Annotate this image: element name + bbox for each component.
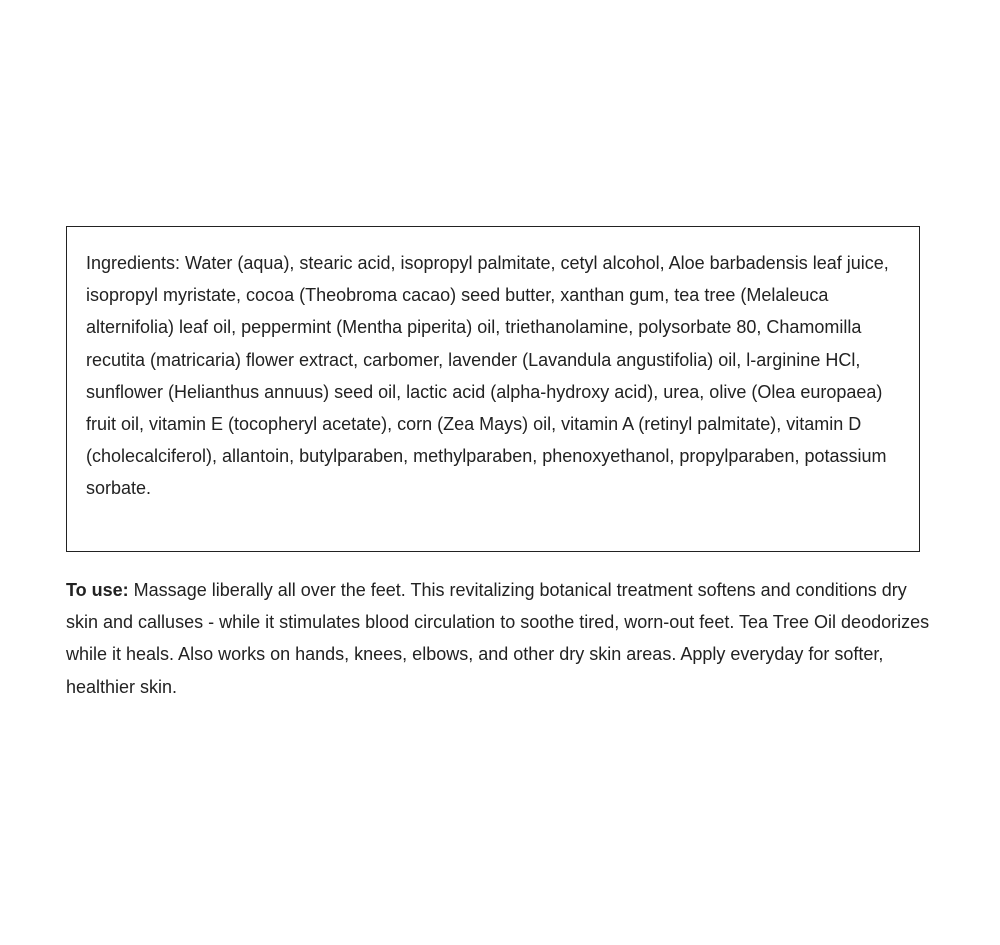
usage-instructions: [66, 574, 932, 703]
usage-label: To use:: [66, 580, 129, 600]
usage-text: Massage liberally all over the feet. This revitalizing botanical treatment softens and conditions dry skin and calluses - while it stimulates blood circulation to soothe tired, worn-out feet. Tea Tree Oil deodorizes while it heals. Also works on hands, knees, elbows, and other dry skin areas. Apply everyday for softer, healthier skin.: [66, 580, 930, 697]
ingredients-text: Ingredients: Water (aqua), stearic acid, isopropyl palmitate, cetyl alcohol, Aloe barbadensis leaf juice, isopropyl myristate, cocoa (Theobroma cacao) seed butter, xanthan gum, tea tree (Melaleuca alternifolia) leaf oil, peppermint (Mentha piperita) oil, triethanolamine, polysorbate 80, Chamomilla recutita (matricaria) flower extract, carbomer, lavender (Lavandula angustifolia) oil, l-arginine HCl, sunflower (Helianthus annuus) seed oil, lactic acid (alpha-hydroxy acid), urea, olive (Olea europaea) fruit oil, vitamin E (tocopheryl acetate), corn (Zea Mays) oil, vitamin A (retinyl palmitate), vitamin D (cholecalciferol), allantoin, butylparaben, methylparaben, phenoxyethanol, propylparaben, potassium sorbate.: [86, 253, 889, 499]
ingredients-box: [66, 226, 920, 552]
